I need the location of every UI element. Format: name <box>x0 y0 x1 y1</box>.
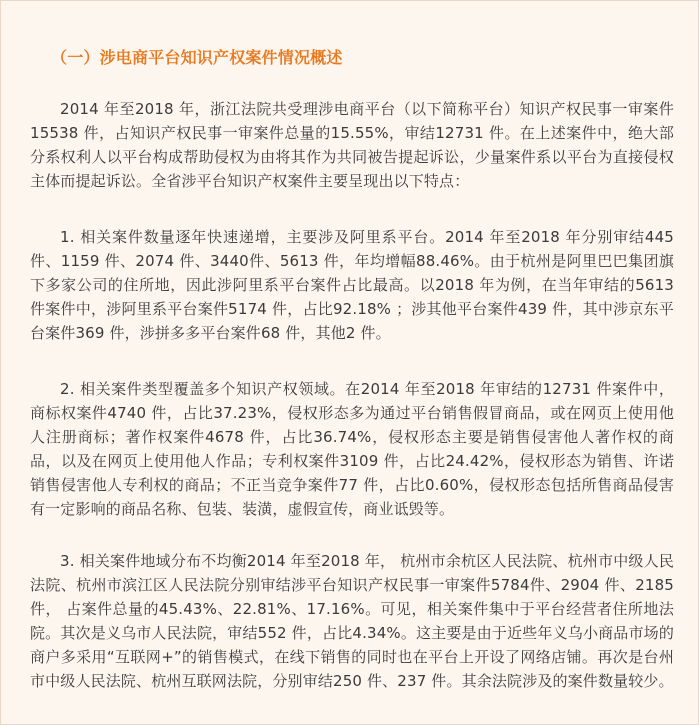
intro-paragraph: 2014 年至2018 年，浙江法院共受理涉电商平台（以下简称平台）知识产权民事一审案件15538 件，占知识产权民事一审案件总量的15.55%，审结12731 件。在上述案件中，绝大部分系权利人以平台构成帮助侵权为由将其作为共同被告提起诉讼，少量案件系以平台为直接侵权主体而提起诉讼。全省涉平台知识产权案件主要呈现出以下特点： <box>30 100 674 190</box>
feature-2-paragraph: 2. 相关案件类型覆盖多个知识产权领域。在2014 年至2018 年审结的12731 件案件中，商标权案件4740 件，占比37.23%，侵权形态多为通过平台销售假冒商品，或在网页上使用他人注册商标；著作权案件4678 件，占比36.74%，侵权形态主要是销售侵害他人著作权的商品，以及在网页上使用他人作品；专利权案件3109 件，占比24.42%，侵权形态为销售、许诺销售侵害他人专利权的商品；不正当竞争案件77 件，占比0.60%，侵权形态包括所售商品侵害有一定影响的商品名称、包装、装潢，虚假宣传，商业诋毁等。 <box>30 380 674 518</box>
feature-3-paragraph: 3. 相关案件地域分布不均衡2014 年至2018 年， 杭州市余杭区人民法院、杭州市中级人民法院、杭州市滨江区人民法院分别审结涉平台知识产权民事一审案件5784件、2904 件、2185 件， 占案件总量的45.43%、22.81%、17.16%。可见，相关案件集中于平台经营者住所地法院。其次是义乌市人民法院，审结552 件，占比4.34%。这主要是由于近些年义乌小商品市场的商户多采用“互联网+”的销售模式，在线下销售的同时也在平台上开设了网络店铺。再次是台州市中级人民法院、杭州互联网法院，分别审结250 件、237 件。其余法院涉及的案件数量较少。 <box>30 552 674 690</box>
section-heading: （一）涉电商平台知识产权案件情况概述 <box>51 48 343 67</box>
feature-1-paragraph: 1. 相关案件数量逐年快速递增，主要涉及阿里系平台。2014 年至2018 年分别审结445 件、1159 件、2074 件、3440件、5613 件，年均增幅88.46%。由于杭州是阿里巴巴集团旗下多家公司的住所地，因此涉阿里系平台案件占比最高。以2018 年为例，在当年审结的5613 件案件中，涉阿里系平台案件5174 件，占比92.18% ；涉其他平台案件439 件，其中涉京东平台案件369 件，涉拼多多平台案件68 件，其他2 件。 <box>30 228 674 342</box>
